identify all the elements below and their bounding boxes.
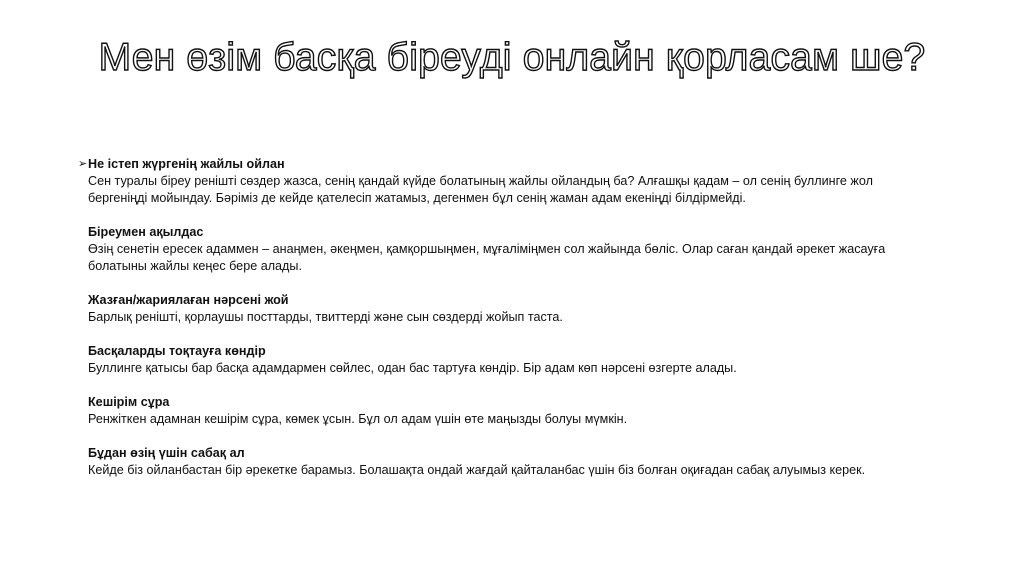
section-persuade	[80, 343, 920, 377]
section-consult	[80, 224, 920, 275]
section-heading: Не істеп жүргенің жайлы ойлан	[88, 157, 285, 171]
section-heading: Басқаларды тоқтауға көндір	[88, 344, 266, 358]
section-heading: Кешірім сұра	[88, 395, 170, 409]
section-heading: Бұдан өзің үшін сабақ ал	[88, 446, 245, 460]
section-think	[80, 156, 920, 207]
section-lesson	[80, 445, 920, 479]
section-text: Буллинге қатысы бар басқа адамдармен сөйлес, одан бас тартуға көндір. Бір адам көп нәрсені өзгерте алады.	[88, 361, 737, 375]
section-delete	[80, 292, 920, 326]
section-text: Ренжіткен адамнан кешірім сұра, көмек ұсын. Бұл ол адам үшін өте маңызды болуы мүмкін.	[88, 412, 628, 426]
slide-content	[80, 156, 920, 479]
section-heading: Жазған/жариялаған нәрсені жой	[88, 293, 289, 307]
slide-title: Мен өзім басқа біреуді онлайн қорласам ше?	[98, 36, 926, 79]
arrow-bullet-icon: ➢	[78, 158, 88, 170]
section-apologize	[80, 394, 920, 428]
section-heading: Біреумен ақылдас	[88, 225, 204, 239]
section-text: Сен туралы біреу ренішті сөздер жазса, сенің қандай күйде болатының жайлы ойландың ба? Алғашқы қадам – ол сенің буллинге жол бергеніңді мойындау. Бәріміз де кейде қателесіп жатамыз, дегенмен бұл сенің жаман адам екеніңді білдірмейді.	[88, 174, 873, 205]
section-text: Кейде біз ойланбастан бір әрекетке барамыз. Болашақта ондай жағдай қайталанбас үшін біз болған оқиғадан сабақ алуымыз керек.	[88, 463, 866, 477]
section-text: Барлық ренішті, қорлаушы посттарды, твиттерді және сын сөздерді жойып таста.	[88, 310, 563, 324]
section-text: Өзің сенетін ересек адаммен – анаңмен, әкеңмен, қамқоршыңмен, мұғаліміңмен сол жайында бөліс. Олар саған қандай әрекет жасауға болатыны жайлы кеңес бере алады.	[88, 242, 886, 273]
